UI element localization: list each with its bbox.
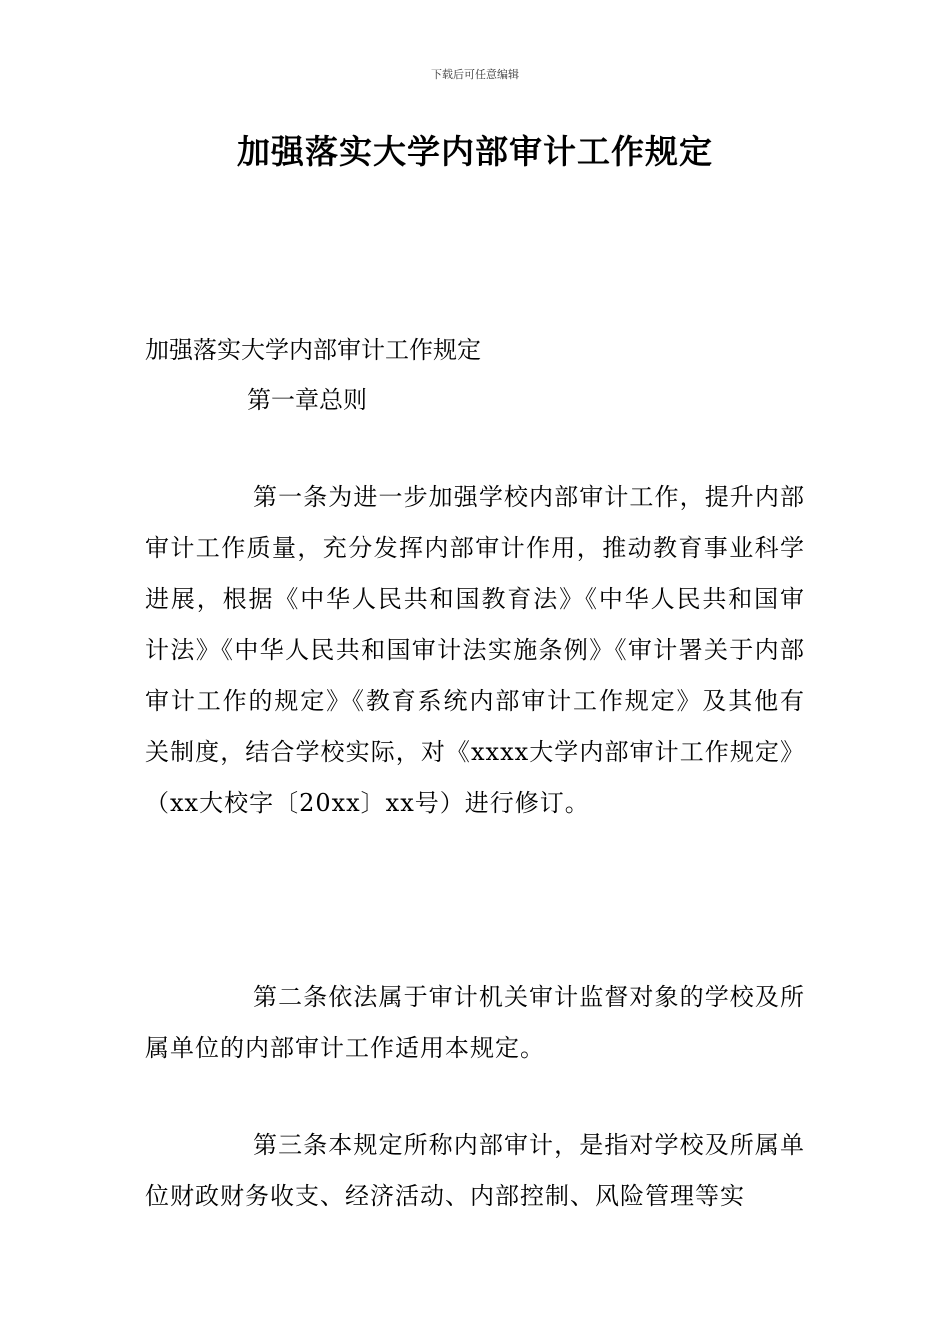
article-2-paragraph: 第二条依法属于审计机关审计监督对象的学校及所属单位的内部审计工作适用本规定。 — [145, 983, 805, 1062]
document-subtitle: 加强落实大学内部审计工作规定 — [145, 336, 481, 364]
header-note: 下载后可任意编辑 — [431, 68, 519, 81]
article-3-paragraph: 第三条本规定所称内部审计，是指对学校及所属单位财政财务收支、经济活动、内部控制、风险管理等实 — [145, 1131, 805, 1210]
chapter-heading: 第一章总则 — [247, 386, 367, 414]
article-1-paragraph: 第一条为进一步加强学校内部审计工作，提升内部审计工作质量，充分发挥内部审计作用，推动教育事业科学进展，根据《中华人民共和国教育法》《中华人民共和国审计法》《中华人民共和国审计法实施条例》《审计署关于内部审计工作的规定》《教育系统内部审计工作规定》及其他有关制度，结合学校实际，对《xxxx大学内部审计工作规定》（xx大校字〔20xx〕xx号）进行修订。 — [145, 483, 805, 817]
document-title: 加强落实大学内部审计工作规定 — [237, 132, 713, 171]
